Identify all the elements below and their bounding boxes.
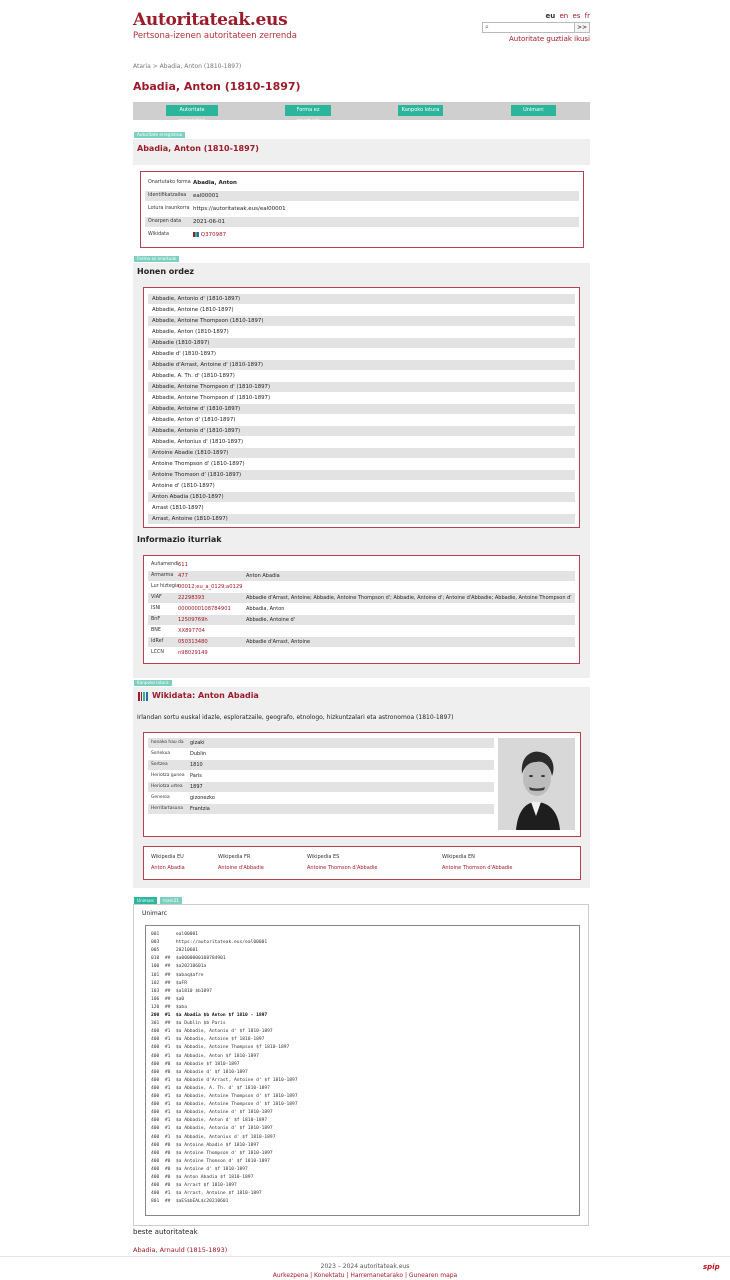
unimarc-line: 400 #1 $a Abbadie, Antoine Thompson $f 1810-1897: [151, 1045, 290, 1051]
unimarc-line: 400 #0 $a Arrast $f 1810-1897: [151, 1183, 237, 1189]
marc21-tab[interactable]: marc21: [160, 897, 182, 904]
wikidata-link[interactable]: Q370987: [200, 232, 227, 238]
record-row: Wikidata Q370987: [148, 232, 227, 238]
unimarc-line: 400 #0 $a Antoine Abadie $f 1810-1897: [151, 1142, 259, 1148]
unimarc-line: 001 eal00001: [151, 932, 199, 937]
variant-item: Abbadie d'Arrast, Antoine d' (1810-1897): [148, 360, 575, 370]
source-row: [148, 648, 575, 658]
fact-row: [148, 771, 494, 781]
unimarc-line: 400 #1 $a Abbadie, Anton $f 1810-1897: [151, 1053, 259, 1059]
unimarc-line: 400 #0 $a Antoine Thompson d' $f 1810-1897: [151, 1150, 273, 1156]
source-row: [148, 637, 575, 647]
wikipedia-lang: Wikipedia EN: [442, 854, 475, 860]
unimarc-line: 400 #0 $a Abbadie d' $f 1810-1897: [151, 1069, 248, 1075]
unimarc-line: 400 #1 $a Abbadie, A. Th. d' $f 1810-1897: [151, 1085, 270, 1091]
record-title: Abadia, Anton (1810-1897): [137, 144, 259, 153]
sources-box: [143, 555, 580, 664]
portrait-image: [498, 738, 575, 830]
source-id-link[interactable]: 611: [178, 562, 188, 568]
all-authorities-link[interactable]: Autoritate guztiak ikusi: [508, 35, 590, 43]
variant-item: Abbadie, Antoine Thompson (1810-1897): [148, 316, 575, 326]
record-row: Lotura iraunkorra https://autoritateak.eus/eal00001: [148, 206, 286, 212]
source-row: [148, 560, 575, 570]
source-row: [148, 626, 575, 636]
wikipedia-lang: Wikipedia EU: [151, 854, 184, 860]
variant-item: Abbadie (1810-1897): [148, 338, 575, 348]
variant-item: Abbadie, Antoine (1810-1897): [152, 307, 234, 313]
variant-item: Abbadie, Antonio d' (1810-1897): [148, 426, 575, 436]
lang-en[interactable]: en: [559, 12, 569, 20]
fact-value: gizaki: [190, 740, 205, 746]
breadcrumb[interactable]: Ataria > Abadia, Anton (1810-1897): [133, 63, 242, 70]
fact-value: Paris: [190, 773, 202, 779]
search-input[interactable]: [482, 22, 590, 33]
wikidata-title: Wikidata: Anton Abadia: [152, 691, 259, 700]
source-id-link[interactable]: 12509769h: [178, 617, 208, 623]
variant-item: Arrast, Antoine (1810-1897): [148, 514, 575, 524]
wikipedia-link[interactable]: Anton Abadia: [151, 865, 185, 871]
lang-es[interactable]: es: [572, 12, 581, 20]
source-label: Abbadie d'Arrast, Antoine: [246, 639, 311, 645]
variant-item: Abbadie, Anton d' (1810-1897): [152, 417, 236, 423]
lang-fr[interactable]: fr: [584, 12, 590, 20]
source-name: Auñamendi: [151, 562, 179, 567]
unimarc-line: 400 #1 $a Abbadie, Antoine Thompson d' $f 1810-1897: [151, 1102, 298, 1108]
nav-unimarc-button[interactable]: Unimarc: [511, 105, 556, 116]
unimarc-line: 400 #0 $a Antoine d' $f 1810-1897: [151, 1166, 248, 1172]
variant-item: Antoine Thompson d' (1810-1897): [152, 461, 245, 467]
variant-item: Abbadie, A. Th. d' (1810-1897): [152, 373, 235, 379]
nav-record-button[interactable]: Autoritate erregistroa: [166, 105, 218, 116]
fact-row: [148, 793, 494, 803]
unimarc-line: 101 ## $abaq$afre: [151, 972, 204, 978]
source-label: Anton Abadia: [246, 573, 280, 579]
record-row: Onarpen data 2021-06-01: [145, 217, 579, 227]
page-title: Abadia, Anton (1810-1897): [133, 80, 301, 93]
unimarc-label: Unimarc: [142, 910, 168, 917]
source-name: VIAF: [151, 595, 162, 600]
unimarc-line: 400 #1 $a Abbadie, Antoine Thompson d' $f 1810-1897: [151, 1094, 298, 1099]
source-name: BnF: [151, 617, 161, 622]
search-go-button[interactable]: >>: [574, 23, 589, 32]
wikipedia-box: [143, 846, 581, 880]
fact-row: [148, 749, 494, 759]
fact-key: honako hau da: [151, 740, 184, 745]
unimarc-line: 010 ## $a0000000108784901: [151, 956, 226, 962]
variant-item: Abbadie, Antonio d' (1810-1897): [148, 294, 575, 304]
fact-row: [148, 782, 494, 792]
source-name: Armarma: [151, 573, 174, 578]
fact-key: Heriotza urtea: [151, 784, 183, 789]
source-name: IdRef: [151, 639, 164, 644]
source-row: [148, 604, 575, 614]
source-row: [148, 593, 575, 603]
wikidata-description: Irlandan sortu euskal idazle, esploratzaile, geografo, etnologo, hizkuntzalari eta astronomoa (1810-1897): [137, 714, 454, 721]
fact-row: [148, 804, 494, 814]
wikipedia-link[interactable]: Antoine d'Abbadie: [218, 865, 264, 871]
section-nav: [133, 102, 590, 124]
source-id-link[interactable]: XX897704: [178, 628, 205, 634]
unimarc-line: 301 ## $a Dublin $b Paris: [151, 1021, 226, 1027]
unimarc-line: 400 #1 $a Arrast, Antoine $f 1810-1897: [151, 1191, 262, 1197]
variants-tag: Forma ez onartuak: [134, 256, 179, 262]
variants-panel: [133, 263, 590, 678]
spip-logo[interactable]: spip: [703, 1263, 720, 1271]
unimarc-line: 106 ## $a0: [151, 996, 185, 1002]
unimarc-tab[interactable]: Unimarc: [134, 897, 157, 904]
fact-value: Dublin: [190, 751, 207, 757]
sources-heading: Informazio iturriak: [137, 535, 222, 544]
fact-value: Frantzia: [190, 806, 210, 812]
source-row: [148, 571, 575, 581]
variant-item: Anton Abadia (1810-1897): [148, 492, 575, 502]
source-id-link[interactable]: n98029149: [178, 650, 208, 656]
fact-key: Sortzea: [151, 762, 168, 767]
permalink[interactable]: https://autoritateak.eus/eal00001: [193, 206, 286, 212]
variant-item: Abbadie, Anton (1810-1897): [152, 329, 229, 335]
unimarc-line: 100 ## $a20210601a: [151, 964, 207, 970]
source-name: Lur hiztegia: [151, 584, 180, 589]
variant-item: Abbadie d' (1810-1897): [152, 351, 216, 357]
fact-key: Sorlekua: [151, 751, 171, 756]
unimarc-line: 200 #1 $a Abadia $b Anton $f 1810 - 1897: [151, 1013, 268, 1018]
variant-item: Arrast (1810-1897): [152, 505, 204, 511]
fact-key: Herritartasuna: [151, 806, 183, 811]
nav-variants-button[interactable]: Forma ez onartuak: [285, 105, 331, 116]
unimarc-line: 400 #1 $a Abbadie, Antonius d' $f 1810-1897: [151, 1134, 276, 1140]
nav-external-button[interactable]: Kanpoko lotura: [398, 105, 443, 116]
source-name: LCCN: [151, 650, 164, 655]
unimarc-line: 400 #0 $a Anton Abadia $f 1810-1897: [151, 1175, 254, 1180]
variant-item: Abbadie, Antoine Thompson d' (1810-1897): [152, 395, 271, 401]
source-label: Abbadie, Antoine d': [246, 617, 296, 623]
source-name: ISNI: [151, 606, 161, 611]
record-header: [133, 139, 590, 165]
unimarc-line: 400 #1 $a Abbadie, Antoine d' $f 1810-1897: [151, 1110, 273, 1116]
fact-value: 1810: [190, 762, 203, 768]
unimarc-line: 400 #1 $a Abbadie, Antoine $f 1810-1897: [151, 1037, 265, 1043]
source-id-link[interactable]: 050313480: [178, 639, 208, 645]
variants-heading: Honen ordez: [137, 267, 195, 276]
unimarc-line: 005 20210601: [151, 948, 199, 954]
source-id-link[interactable]: 0000000108784901: [178, 606, 231, 612]
other-authority-link[interactable]: Abadia, Arnauld (1815-1893): [133, 1246, 228, 1254]
lang-eu[interactable]: eu: [545, 12, 556, 20]
fact-key: Generoa: [151, 795, 170, 800]
variant-item: Abbadie, Antoine d' (1810-1897): [148, 404, 575, 414]
site-title[interactable]: Autoritateak.eus: [133, 10, 288, 30]
unimarc-code: [145, 925, 580, 1216]
variant-item: Antoine Thomson d' (1810-1897): [148, 470, 575, 480]
source-row: [148, 615, 575, 625]
language-switcher: [544, 12, 591, 20]
footer-links[interactable]: Aurkezpena | Konektatu | Harremanetarako | Gunearen mapa: [272, 1272, 458, 1279]
wikipedia-link[interactable]: Antoine Thomson d'Abbadie: [307, 865, 378, 871]
unimarc-line: 400 #1 $a Abbadie, Anton d' $f 1810-1897: [151, 1118, 268, 1124]
source-id-link[interactable]: 22298393: [178, 595, 205, 601]
record-row: Identifikatzailea eal00001: [145, 191, 579, 201]
unimarc-line: 120 ## $aba: [151, 1004, 187, 1010]
variant-item: Abbadie, Antonius d' (1810-1897): [152, 439, 244, 445]
record-box: [140, 171, 584, 248]
source-row: [148, 582, 575, 592]
others-heading: beste autoritateak: [133, 1228, 198, 1236]
variants-box: [143, 287, 580, 528]
source-id-link[interactable]: 00012;eu_a_0129;a0129: [178, 584, 243, 590]
fact-row: [148, 760, 494, 770]
wikipedia-link[interactable]: Antoine Thomson d'Abbadie: [442, 865, 513, 871]
unimarc-line: 400 #1 $a Abbadie, Antonio d' $f 1810-1897: [151, 1029, 273, 1035]
source-label: Abbadia, Anton: [246, 606, 285, 612]
unimarc-line: 400 #0 $a Abbadie $f 1810-1897: [151, 1061, 240, 1067]
variant-item: Antoine d' (1810-1897): [152, 483, 215, 489]
wikidata-logo-icon: [138, 692, 148, 701]
footer-divider: [0, 1256, 730, 1257]
unimarc-line: 003 https://autoritateak.eus/eal00001: [151, 940, 268, 946]
fact-key: Heriotza gunea: [151, 773, 185, 778]
wikidata-tag: Kanpoko lotura: [134, 680, 172, 686]
wikipedia-lang: Wikipedia ES: [307, 854, 340, 860]
fact-value: 1897: [190, 784, 203, 790]
wikidata-icon: [193, 232, 199, 237]
unimarc-line: 400 #0 $a Antoine Thomson d' $f 1810-1897: [151, 1158, 270, 1164]
unimarc-line: 400 #1 $a Abbadie, Antonio d' $f 1810-1897: [151, 1126, 273, 1132]
search-icon: ⌕: [485, 23, 489, 31]
source-name: BNE: [151, 628, 161, 633]
source-id-link[interactable]: 477: [178, 573, 188, 579]
wikipedia-lang: Wikipedia FR: [218, 854, 251, 860]
footer-copyright: 2023 – 2024 autoritateak.eus: [320, 1263, 410, 1270]
record-tag: Autoritate erregistroa: [134, 132, 185, 138]
record-row: Onartutako forma Abadia, Anton: [148, 180, 237, 186]
fact-value: gizonezko: [190, 795, 215, 801]
unimarc-line: 102 ## $aFR: [151, 980, 187, 986]
variant-item: Abbadie, Antoine Thompson d' (1810-1897): [148, 382, 575, 392]
site-subtitle: Pertsona-izenen autoritateen zerrenda: [133, 31, 297, 41]
unimarc-line: 801 ## $aES$bEAL$c20210601: [151, 1199, 229, 1205]
unimarc-line: 400 #1 $a Abbadie d'Arrast, Antoine d' $f 1810-1897: [151, 1077, 298, 1083]
unimarc-line: 103 ## $a1810 $b1897: [151, 988, 212, 994]
source-label: Abbadie d'Arrast, Antoine; Abbadie, Antoine Thompson d'; Abbadie, Antoine d'; Antoine d'Abbadie; Abbadie, Antoine Thompson d': [246, 595, 572, 601]
variant-item: Antoine Abadie (1810-1897): [148, 448, 575, 458]
fact-row: [148, 738, 494, 748]
